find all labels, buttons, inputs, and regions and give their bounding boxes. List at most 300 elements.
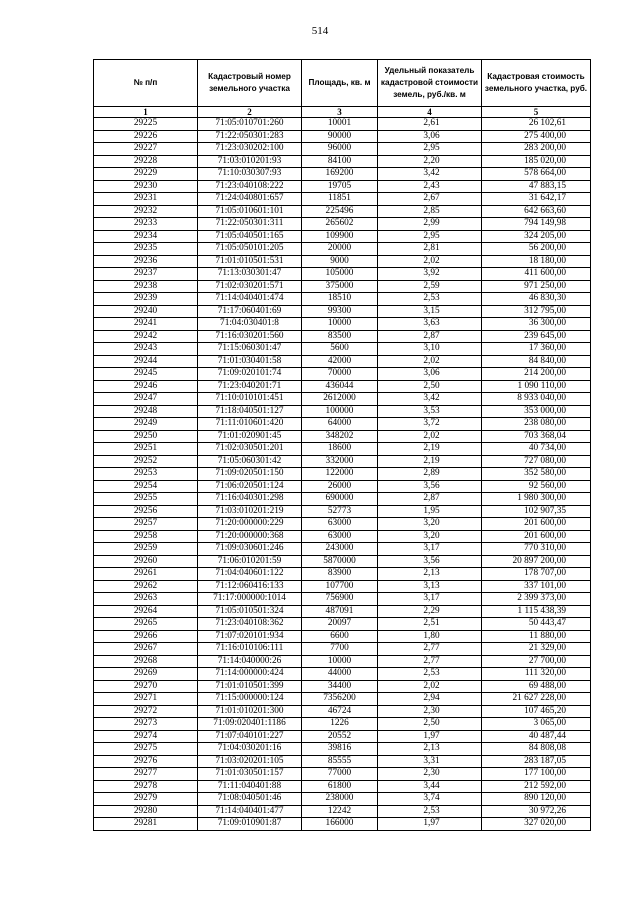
area-cell: 63000 [302, 530, 378, 543]
row-number-cell: 29226 [94, 130, 198, 143]
row-number-cell: 29228 [94, 155, 198, 168]
cadastral-value-cell: 21 329,00 [482, 643, 591, 656]
column-number: 5 [482, 107, 591, 118]
cadastral-number-cell: 71:02:030501:201 [198, 443, 302, 456]
cadastral-value-cell: 353 000,00 [482, 405, 591, 418]
area-cell: 44000 [302, 668, 378, 681]
area-cell: 100000 [302, 405, 378, 418]
table-row [94, 218, 591, 231]
area-cell: 83900 [302, 568, 378, 581]
row-number-cell: 29271 [94, 693, 198, 706]
row-number-cell: 29274 [94, 730, 198, 743]
unit-value-cell: 3,13 [378, 580, 482, 593]
cadastral-value-cell: 40 734,00 [482, 443, 591, 456]
table-row [94, 543, 591, 556]
area-cell: 18510 [302, 293, 378, 306]
cadastral-value-cell: 40 487,44 [482, 730, 591, 743]
table-row [94, 568, 591, 581]
header-area: Площадь, кв. м [302, 60, 378, 107]
unit-value-cell: 2,59 [378, 280, 482, 293]
table-row [94, 255, 591, 268]
cadastral-number-cell: 71:20:000000:368 [198, 530, 302, 543]
unit-value-cell: 2,13 [378, 743, 482, 756]
cadastral-value-cell: 275 400,00 [482, 130, 591, 143]
area-cell: 9000 [302, 255, 378, 268]
cadastral-value-cell: 3 065,00 [482, 718, 591, 731]
cadastral-value-cell: 102 907,35 [482, 505, 591, 518]
table-row [94, 780, 591, 793]
cadastral-value-cell: 50 443,47 [482, 618, 591, 631]
area-cell: 77000 [302, 768, 378, 781]
row-number-cell: 29248 [94, 405, 198, 418]
row-number-cell: 29238 [94, 280, 198, 293]
row-number-cell: 29241 [94, 318, 198, 331]
table-row [94, 305, 591, 318]
cadastral-number-cell: 71:05:060301:42 [198, 455, 302, 468]
area-cell: 12242 [302, 805, 378, 818]
area-cell: 70000 [302, 368, 378, 381]
cadastral-number-cell: 71:14:000000:424 [198, 668, 302, 681]
area-cell: 84100 [302, 155, 378, 168]
unit-value-cell: 2,95 [378, 143, 482, 156]
cadastral-value-cell: 30 972,26 [482, 805, 591, 818]
cadastral-number-cell: 71:03:010201:219 [198, 505, 302, 518]
row-number-cell: 29249 [94, 418, 198, 431]
row-number-cell: 29272 [94, 705, 198, 718]
cadastral-value-cell: 84 840,00 [482, 355, 591, 368]
row-number-cell: 29264 [94, 605, 198, 618]
header-cadastral-number: Кадастровый номер земельного участка [198, 60, 302, 107]
area-cell: 63000 [302, 518, 378, 531]
area-cell: 436044 [302, 380, 378, 393]
cadastral-number-cell: 71:14:040401:474 [198, 293, 302, 306]
cadastral-value-cell: 201 600,00 [482, 518, 591, 531]
table-row [94, 593, 591, 606]
area-cell: 7356200 [302, 693, 378, 706]
cadastral-value-cell: 17 360,00 [482, 343, 591, 356]
table-row [94, 518, 591, 531]
cadastral-number-cell: 71:05:010601:101 [198, 205, 302, 218]
column-number: 4 [378, 107, 482, 118]
row-number-cell: 29255 [94, 493, 198, 506]
row-number-cell: 29245 [94, 368, 198, 381]
table-row [94, 180, 591, 193]
row-number-cell: 29230 [94, 180, 198, 193]
cadastral-number-cell: 71:09:020101:74 [198, 368, 302, 381]
area-cell: 39816 [302, 743, 378, 756]
unit-value-cell: 2,53 [378, 805, 482, 818]
area-cell: 5600 [302, 343, 378, 356]
row-number-cell: 29257 [94, 518, 198, 531]
table-row [94, 618, 591, 631]
cadastral-number-cell: 71:23:040201:71 [198, 380, 302, 393]
area-cell: 375000 [302, 280, 378, 293]
cadastral-number-cell: 71:13:030301:47 [198, 268, 302, 281]
row-number-cell: 29244 [94, 355, 198, 368]
area-cell: 18600 [302, 443, 378, 456]
cadastral-number-cell: 71:24:040801:657 [198, 193, 302, 206]
cadastral-value-cell: 185 020,00 [482, 155, 591, 168]
unit-value-cell: 2,19 [378, 443, 482, 456]
cadastral-number-cell: 71:23:040108:222 [198, 180, 302, 193]
area-cell: 26000 [302, 480, 378, 493]
area-cell: 10001 [302, 118, 378, 131]
cadastral-value-cell: 1 090 110,00 [482, 380, 591, 393]
table-row [94, 730, 591, 743]
row-number-cell: 29277 [94, 768, 198, 781]
page-number: 514 [311, 25, 329, 37]
table-row [94, 318, 591, 331]
table-row [94, 493, 591, 506]
cadastral-number-cell: 71:09:030601:246 [198, 543, 302, 556]
row-number-cell: 29269 [94, 668, 198, 681]
cadastral-value-cell: 56 200,00 [482, 243, 591, 256]
row-number-cell: 29266 [94, 630, 198, 643]
table-row [94, 793, 591, 806]
area-cell: 756900 [302, 593, 378, 606]
table-row [94, 393, 591, 406]
cadastral-value-cell: 84 808,08 [482, 743, 591, 756]
area-cell: 10000 [302, 318, 378, 331]
unit-value-cell: 3,74 [378, 793, 482, 806]
cadastral-value-cell: 283 200,00 [482, 143, 591, 156]
unit-value-cell: 2,13 [378, 568, 482, 581]
cadastral-value-cell: 337 101,00 [482, 580, 591, 593]
unit-value-cell: 3,15 [378, 305, 482, 318]
table-row [94, 443, 591, 456]
table-row [94, 580, 591, 593]
unit-value-cell: 2,85 [378, 205, 482, 218]
cadastral-value-cell: 1 980 300,00 [482, 493, 591, 506]
area-cell: 332000 [302, 455, 378, 468]
row-number-cell: 29251 [94, 443, 198, 456]
unit-value-cell: 2,02 [378, 255, 482, 268]
cadastral-number-cell: 71:15:000000:124 [198, 693, 302, 706]
unit-value-cell: 3,53 [378, 405, 482, 418]
unit-value-cell: 2,30 [378, 768, 482, 781]
area-cell: 52773 [302, 505, 378, 518]
cadastral-value-cell: 794 149,98 [482, 218, 591, 231]
unit-value-cell: 2,30 [378, 705, 482, 718]
cadastral-number-cell: 71:10:030307:93 [198, 168, 302, 181]
cadastral-number-cell: 71:01:010501:531 [198, 255, 302, 268]
header-row-number: № п/п [94, 60, 198, 107]
area-cell: 46724 [302, 705, 378, 718]
row-number-cell: 29243 [94, 343, 198, 356]
cadastral-number-cell: 71:09:020401:1186 [198, 718, 302, 731]
cadastral-value-cell: 36 300,00 [482, 318, 591, 331]
table-row [94, 480, 591, 493]
unit-value-cell: 2,29 [378, 605, 482, 618]
row-number-cell: 29278 [94, 780, 198, 793]
cadastral-number-cell: 71:04:030201:16 [198, 743, 302, 756]
cadastral-number-cell: 71:05:010501:324 [198, 605, 302, 618]
table-row [94, 205, 591, 218]
table-row [94, 755, 591, 768]
table-row [94, 743, 591, 756]
unit-value-cell: 2,61 [378, 118, 482, 131]
table-row [94, 668, 591, 681]
unit-value-cell: 3,20 [378, 518, 482, 531]
cadastral-number-cell: 71:08:040501:46 [198, 793, 302, 806]
table-row [94, 130, 591, 143]
unit-value-cell: 2,50 [378, 380, 482, 393]
cadastral-value-cell: 324 205,00 [482, 230, 591, 243]
area-cell: 10000 [302, 655, 378, 668]
cadastral-number-cell: 71:23:040108:362 [198, 618, 302, 631]
cadastral-number-cell: 71:17:060401:69 [198, 305, 302, 318]
cadastral-number-cell: 71:09:010901:87 [198, 818, 302, 831]
cadastral-value-cell: 212 592,00 [482, 780, 591, 793]
table-row [94, 368, 591, 381]
cadastral-value-cell: 642 663,60 [482, 205, 591, 218]
table-row [94, 768, 591, 781]
cadastral-value-cell: 107 465,20 [482, 705, 591, 718]
table-row [94, 705, 591, 718]
table-row [94, 168, 591, 181]
unit-value-cell: 2,67 [378, 193, 482, 206]
area-cell: 99300 [302, 305, 378, 318]
table-row [94, 468, 591, 481]
cadastral-number-cell: 71:18:040501:127 [198, 405, 302, 418]
cadastral-number-cell: 71:01:020901:45 [198, 430, 302, 443]
cadastral-value-cell: 11 880,00 [482, 630, 591, 643]
table-row [94, 343, 591, 356]
table-row [94, 143, 591, 156]
cadastral-value-cell: 411 600,00 [482, 268, 591, 281]
area-cell: 90000 [302, 130, 378, 143]
area-cell: 169200 [302, 168, 378, 181]
area-cell: 83500 [302, 330, 378, 343]
table-row [94, 355, 591, 368]
cadastral-value-cell: 201 600,00 [482, 530, 591, 543]
cadastral-number-cell: 71:06:010201:59 [198, 555, 302, 568]
header-row [94, 60, 591, 107]
unit-value-cell: 2,51 [378, 618, 482, 631]
area-cell: 243000 [302, 543, 378, 556]
unit-value-cell: 1,97 [378, 730, 482, 743]
row-number-cell: 29231 [94, 193, 198, 206]
cadastral-value-cell: 27 700,00 [482, 655, 591, 668]
unit-value-cell: 3,20 [378, 530, 482, 543]
cadastral-value-cell: 92 560,00 [482, 480, 591, 493]
cadastral-number-cell: 71:01:010201:300 [198, 705, 302, 718]
area-cell: 166000 [302, 818, 378, 831]
unit-value-cell: 3,10 [378, 343, 482, 356]
unit-value-cell: 2,77 [378, 643, 482, 656]
cadastral-number-cell: 71:14:040401:477 [198, 805, 302, 818]
area-cell: 42000 [302, 355, 378, 368]
row-number-cell: 29253 [94, 468, 198, 481]
cadastral-number-cell: 71:16:040301:298 [198, 493, 302, 506]
cadastral-number-cell: 71:07:040101:227 [198, 730, 302, 743]
area-cell: 19705 [302, 180, 378, 193]
area-cell: 122000 [302, 468, 378, 481]
row-number-cell: 29267 [94, 643, 198, 656]
cadastral-value-cell: 238 080,00 [482, 418, 591, 431]
table-row [94, 655, 591, 668]
table-row [94, 380, 591, 393]
table-row [94, 605, 591, 618]
cadastral-number-cell: 71:05:050101:205 [198, 243, 302, 256]
table-row [94, 230, 591, 243]
unit-value-cell: 3,17 [378, 543, 482, 556]
cadastral-value-cell: 46 830,30 [482, 293, 591, 306]
row-number-cell: 29235 [94, 243, 198, 256]
area-cell: 7700 [302, 643, 378, 656]
area-cell: 265602 [302, 218, 378, 231]
area-cell: 107700 [302, 580, 378, 593]
row-number-cell: 29232 [94, 205, 198, 218]
row-number-cell: 29265 [94, 618, 198, 631]
area-cell: 61800 [302, 780, 378, 793]
cadastral-number-cell: 71:06:020501:124 [198, 480, 302, 493]
cadastral-number-cell: 71:15:060301:47 [198, 343, 302, 356]
cadastral-value-cell: 8 933 040,00 [482, 393, 591, 406]
table-row [94, 405, 591, 418]
unit-value-cell: 3,63 [378, 318, 482, 331]
cadastral-number-cell: 71:09:020501:150 [198, 468, 302, 481]
table-row [94, 455, 591, 468]
cadastral-number-cell: 71:02:030201:571 [198, 280, 302, 293]
cadastral-value-cell: 111 320,00 [482, 668, 591, 681]
cadastral-value-cell: 20 897 200,00 [482, 555, 591, 568]
row-number-cell: 29234 [94, 230, 198, 243]
row-number-cell: 29247 [94, 393, 198, 406]
area-cell: 225496 [302, 205, 378, 218]
cadastral-number-cell: 71:07:020101:934 [198, 630, 302, 643]
row-number-cell: 29259 [94, 543, 198, 556]
cadastral-number-cell: 71:23:030202:100 [198, 143, 302, 156]
row-number-cell: 29252 [94, 455, 198, 468]
header-cadastral-value: Кадастровая стоимость земельного участка, руб. [482, 60, 591, 107]
area-cell: 109900 [302, 230, 378, 243]
area-cell: 1226 [302, 718, 378, 731]
cadastral-value-cell: 26 102,61 [482, 118, 591, 131]
cadastral-value-cell: 578 664,00 [482, 168, 591, 181]
cadastral-value-cell: 312 795,00 [482, 305, 591, 318]
unit-value-cell: 3,06 [378, 130, 482, 143]
cadastral-number-cell: 71:11:040401:88 [198, 780, 302, 793]
cadastral-number-cell: 71:03:020201:105 [198, 755, 302, 768]
table-row [94, 418, 591, 431]
row-number-cell: 29256 [94, 505, 198, 518]
row-number-cell: 29273 [94, 718, 198, 731]
table-row [94, 505, 591, 518]
cadastral-value-cell: 890 120,00 [482, 793, 591, 806]
cadastral-value-cell: 239 645,00 [482, 330, 591, 343]
land-cadastral-table [93, 59, 591, 831]
cadastral-value-cell: 69 488,00 [482, 680, 591, 693]
unit-value-cell: 2,53 [378, 668, 482, 681]
row-number-cell: 29258 [94, 530, 198, 543]
unit-value-cell: 1,97 [378, 818, 482, 831]
unit-value-cell: 3,92 [378, 268, 482, 281]
row-number-cell: 29233 [94, 218, 198, 231]
area-cell: 20000 [302, 243, 378, 256]
cadastral-value-cell: 770 310,00 [482, 543, 591, 556]
column-number: 2 [198, 107, 302, 118]
row-number-cell: 29275 [94, 743, 198, 756]
area-cell: 11851 [302, 193, 378, 206]
row-number-cell: 29263 [94, 593, 198, 606]
table-row [94, 555, 591, 568]
cadastral-value-cell: 18 180,00 [482, 255, 591, 268]
table-row [94, 805, 591, 818]
area-cell: 348202 [302, 430, 378, 443]
cadastral-number-cell: 71:05:040501:165 [198, 230, 302, 243]
area-cell: 105000 [302, 268, 378, 281]
unit-value-cell: 2,87 [378, 330, 482, 343]
row-number-cell: 29261 [94, 568, 198, 581]
table-row [94, 118, 591, 131]
cadastral-number-cell: 71:05:010701:260 [198, 118, 302, 131]
unit-value-cell: 2,02 [378, 680, 482, 693]
unit-value-cell: 2,94 [378, 693, 482, 706]
cadastral-number-cell: 71:04:030401:8 [198, 318, 302, 331]
cadastral-number-cell: 71:22:050301:283 [198, 130, 302, 143]
area-cell: 64000 [302, 418, 378, 431]
unit-value-cell: 2,43 [378, 180, 482, 193]
table-row [94, 818, 591, 831]
column-number-row [94, 107, 591, 118]
table-body [94, 118, 591, 831]
area-cell: 96000 [302, 143, 378, 156]
area-cell: 20552 [302, 730, 378, 743]
unit-value-cell: 2,02 [378, 430, 482, 443]
table-row [94, 530, 591, 543]
cadastral-value-cell: 21 627 228,00 [482, 693, 591, 706]
unit-value-cell: 2,50 [378, 718, 482, 731]
row-number-cell: 29268 [94, 655, 198, 668]
row-number-cell: 29250 [94, 430, 198, 443]
area-cell: 690000 [302, 493, 378, 506]
row-number-cell: 29240 [94, 305, 198, 318]
cadastral-number-cell: 71:01:030401:58 [198, 355, 302, 368]
cadastral-number-cell: 71:17:000000:1014 [198, 593, 302, 606]
cadastral-number-cell: 71:01:030501:157 [198, 768, 302, 781]
table-row [94, 680, 591, 693]
table-row [94, 718, 591, 731]
cadastral-number-cell: 71:10:010101:451 [198, 393, 302, 406]
cadastral-value-cell: 283 187,05 [482, 755, 591, 768]
unit-value-cell: 2,89 [378, 468, 482, 481]
cadastral-number-cell: 71:16:030201:560 [198, 330, 302, 343]
unit-value-cell: 1,80 [378, 630, 482, 643]
row-number-cell: 29236 [94, 255, 198, 268]
row-number-cell: 29260 [94, 555, 198, 568]
cadastral-value-cell: 703 368,04 [482, 430, 591, 443]
area-cell: 20097 [302, 618, 378, 631]
unit-value-cell: 1,95 [378, 505, 482, 518]
area-cell: 5870000 [302, 555, 378, 568]
unit-value-cell: 3,44 [378, 780, 482, 793]
row-number-cell: 29279 [94, 793, 198, 806]
unit-value-cell: 2,02 [378, 355, 482, 368]
cadastral-value-cell: 214 200,00 [482, 368, 591, 381]
row-number-cell: 29225 [94, 118, 198, 131]
area-cell: 6600 [302, 630, 378, 643]
unit-value-cell: 2,19 [378, 455, 482, 468]
unit-value-cell: 3,56 [378, 555, 482, 568]
cadastral-number-cell: 71:22:050301:311 [198, 218, 302, 231]
area-cell: 85555 [302, 755, 378, 768]
area-cell: 2612000 [302, 393, 378, 406]
cadastral-value-cell: 327 020,00 [482, 818, 591, 831]
row-number-cell: 29254 [94, 480, 198, 493]
unit-value-cell: 3,06 [378, 368, 482, 381]
row-number-cell: 29281 [94, 818, 198, 831]
